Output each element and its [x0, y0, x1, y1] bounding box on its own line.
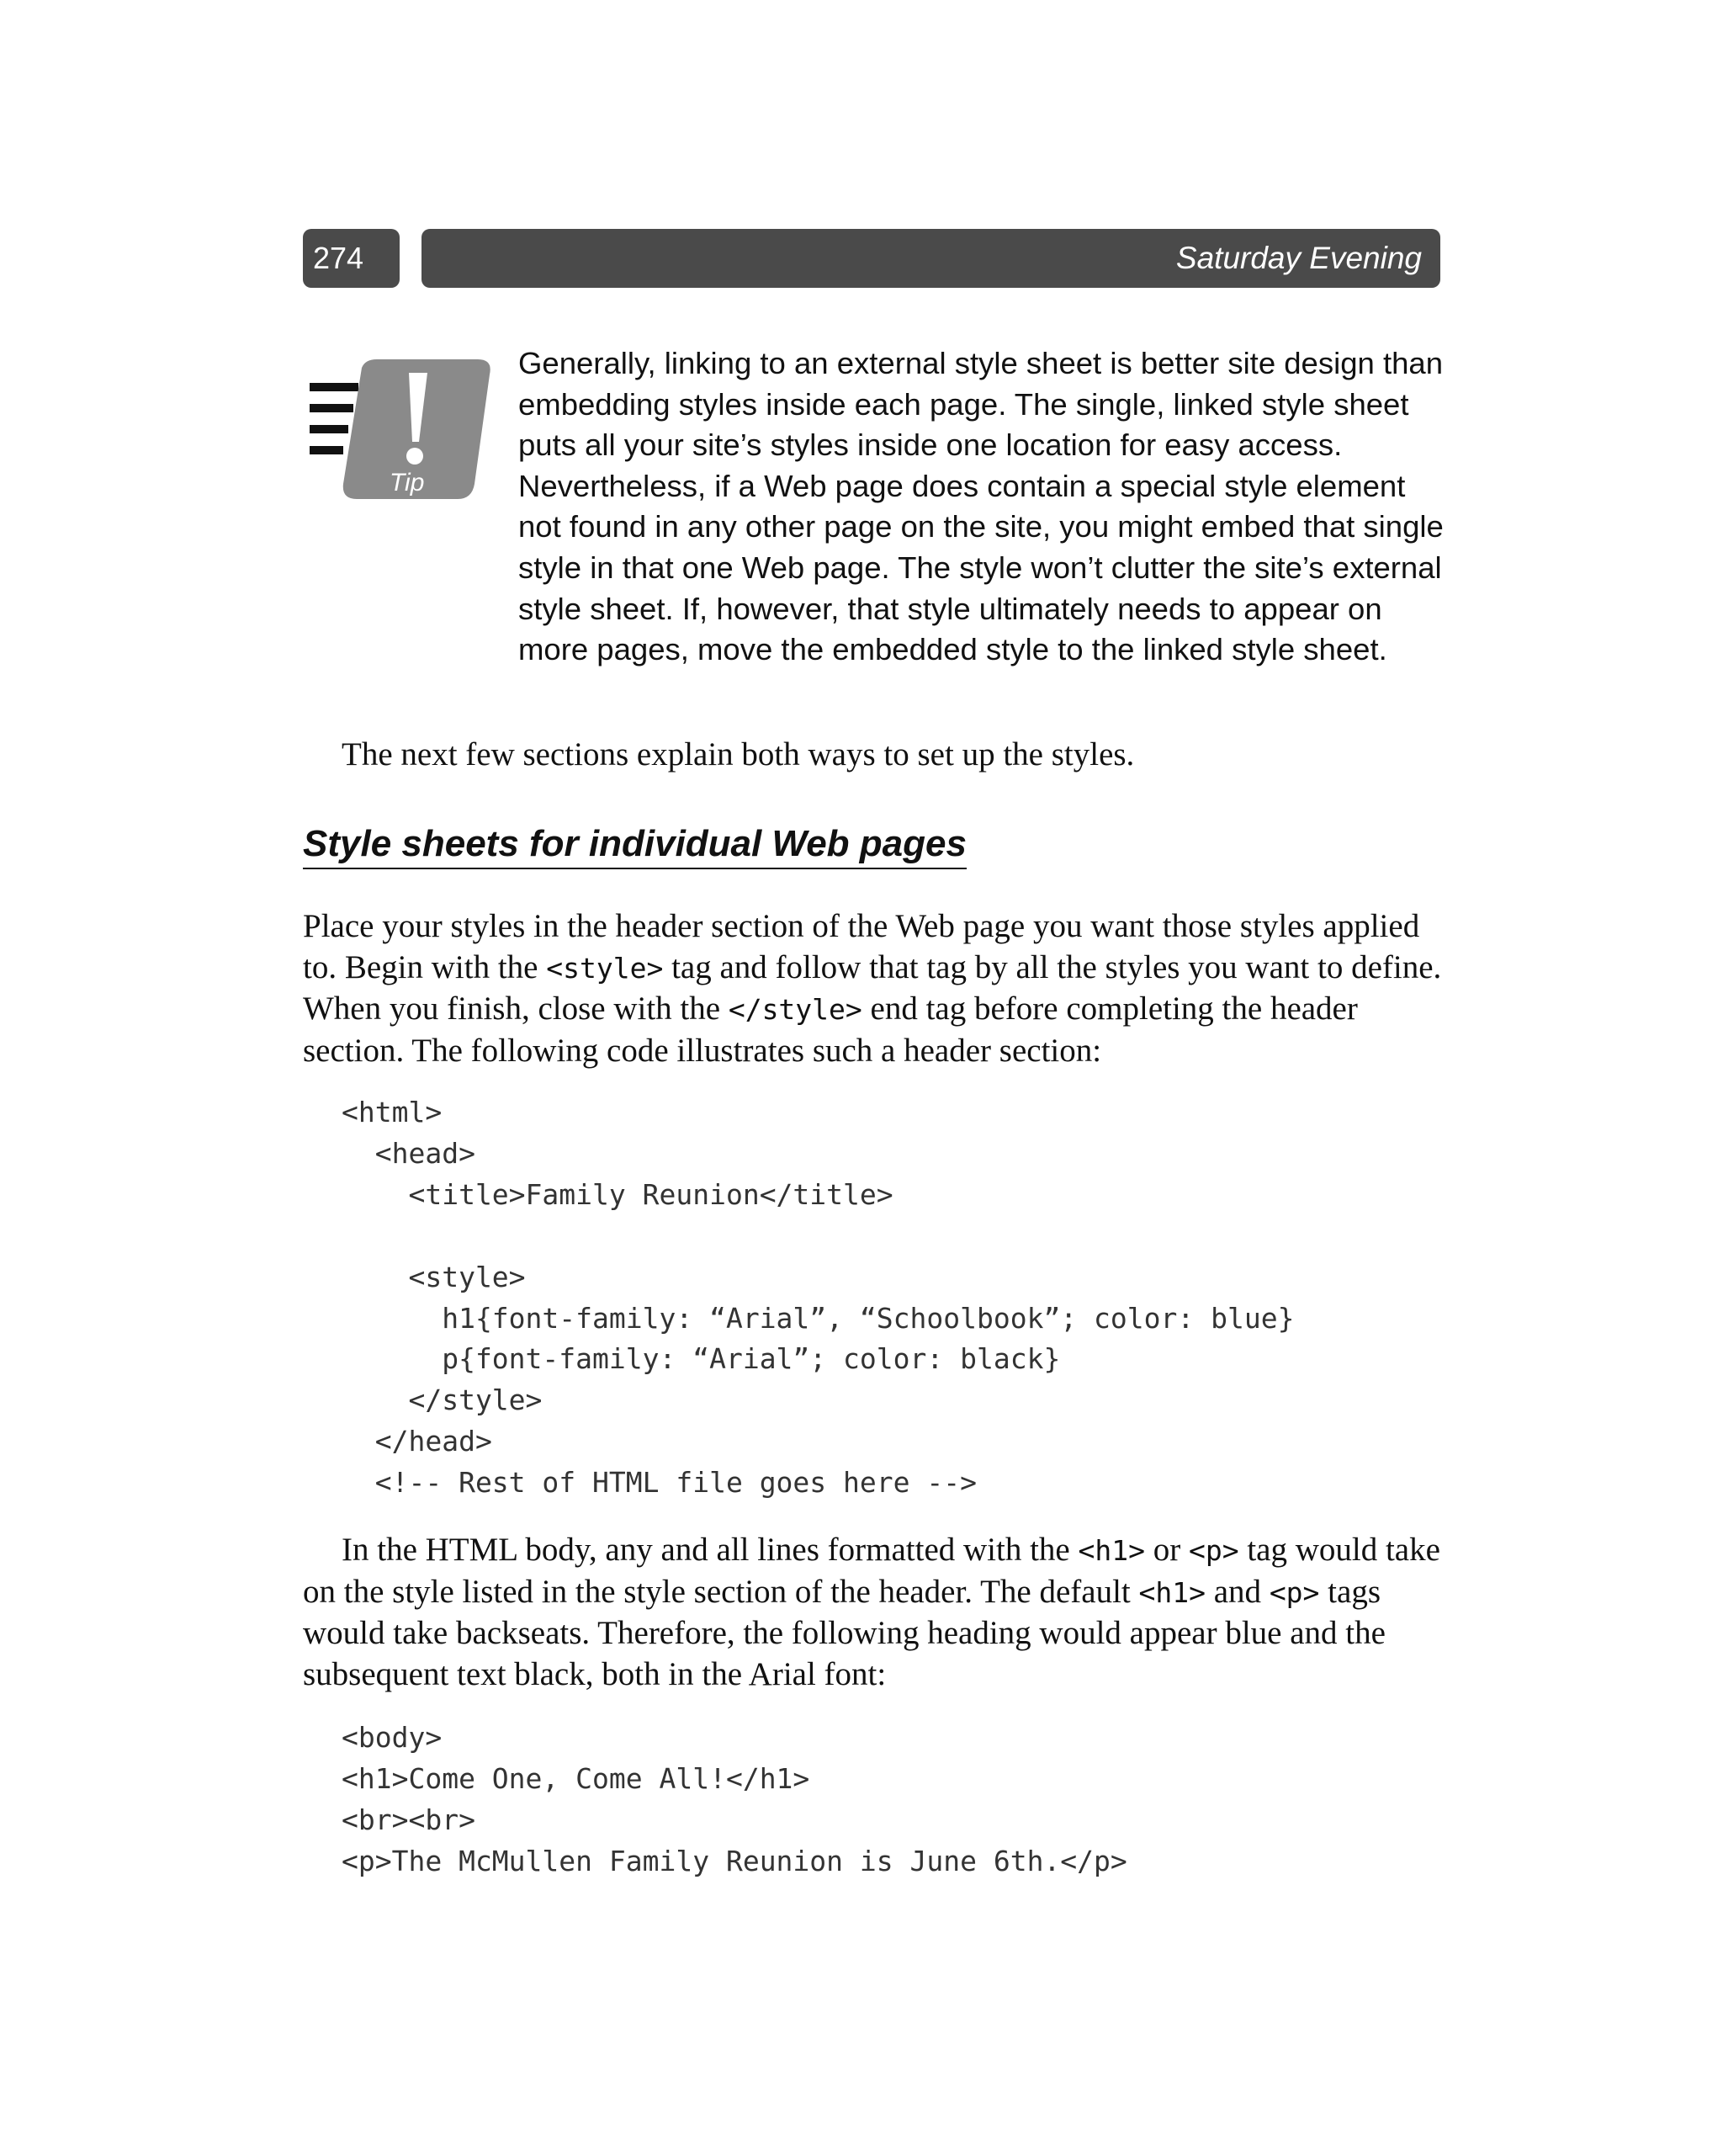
inline-code: <style>	[546, 951, 664, 985]
text-span: end tag before completing the header section. The following code illustrates such a header section:	[303, 990, 1358, 1069]
tip-speed-line	[310, 446, 343, 454]
text-span: Place your styles in the header section of the Web page you want those styles applied to. Begin with the	[303, 908, 1420, 985]
tip-icon-graphic	[310, 358, 495, 505]
inline-code: </style>	[728, 993, 862, 1027]
tip-label: Tip	[390, 469, 425, 497]
section-heading: Style sheets for individual Web pages	[303, 820, 967, 869]
inline-code: <h1>	[1078, 1534, 1145, 1567]
page-number: 274	[303, 229, 400, 288]
tip-speed-line	[310, 383, 358, 391]
code-block-body: <body> <h1>Come One, Come All!</h1> <br><br> <p>The McMullen Family Reunion is June 6th.</p>	[342, 1721, 1127, 1877]
code-block-header: <html> <head> <title>Family Reunion</title> <style> h1{font-family: “Arial”, “Schoolbook”; color: blue} p{font-family: “Arial”; color: black} </style> </head> <!-- Rest of HTML file goes here -->	[342, 1096, 1295, 1500]
text-span: and	[1206, 1573, 1270, 1610]
tip-speed-line	[310, 425, 348, 433]
intro-paragraph: The next few sections explain both ways to set up the styles.	[342, 736, 1135, 773]
tip-text: Generally, linking to an external style sheet is better site design than embedding styles inside each page. The single, linked style sheet puts all your site’s styles inside one location for easy access. Nevertheless, if a Web page does contain a special style element not found in any other page on the site, you might embed that single style in that one Web page. The style won’t clutter the site’s external style sheet. If, however, that style ultimately needs to appear on more pages, move the embedded style to the linked style sheet.	[518, 346, 1444, 667]
running-header: Saturday Evening	[421, 229, 1440, 288]
place-paragraph	[303, 906, 1447, 1071]
tip-speed-line	[310, 404, 353, 412]
exclamation-dot	[406, 448, 423, 465]
html-paragraph	[303, 1530, 1447, 1695]
text-span: tags would take backseats. Therefore, the following heading would appear blue and the subsequent text black, both in the Arial font:	[303, 1573, 1386, 1692]
text-span: tag would take on the style listed in the style section of the header. The default	[303, 1532, 1440, 1610]
text-span: In the HTML body, any and all lines formatted with the	[342, 1532, 1079, 1568]
inline-code: <p>	[1269, 1575, 1320, 1609]
text-span: tag and follow that tag by all the styles you want to define. When you finish, close with the	[303, 948, 1442, 1028]
tip-icon	[310, 358, 495, 505]
inline-code: <h1>	[1138, 1575, 1206, 1609]
inline-code: <p>	[1188, 1534, 1239, 1567]
text-span: or	[1144, 1532, 1189, 1568]
